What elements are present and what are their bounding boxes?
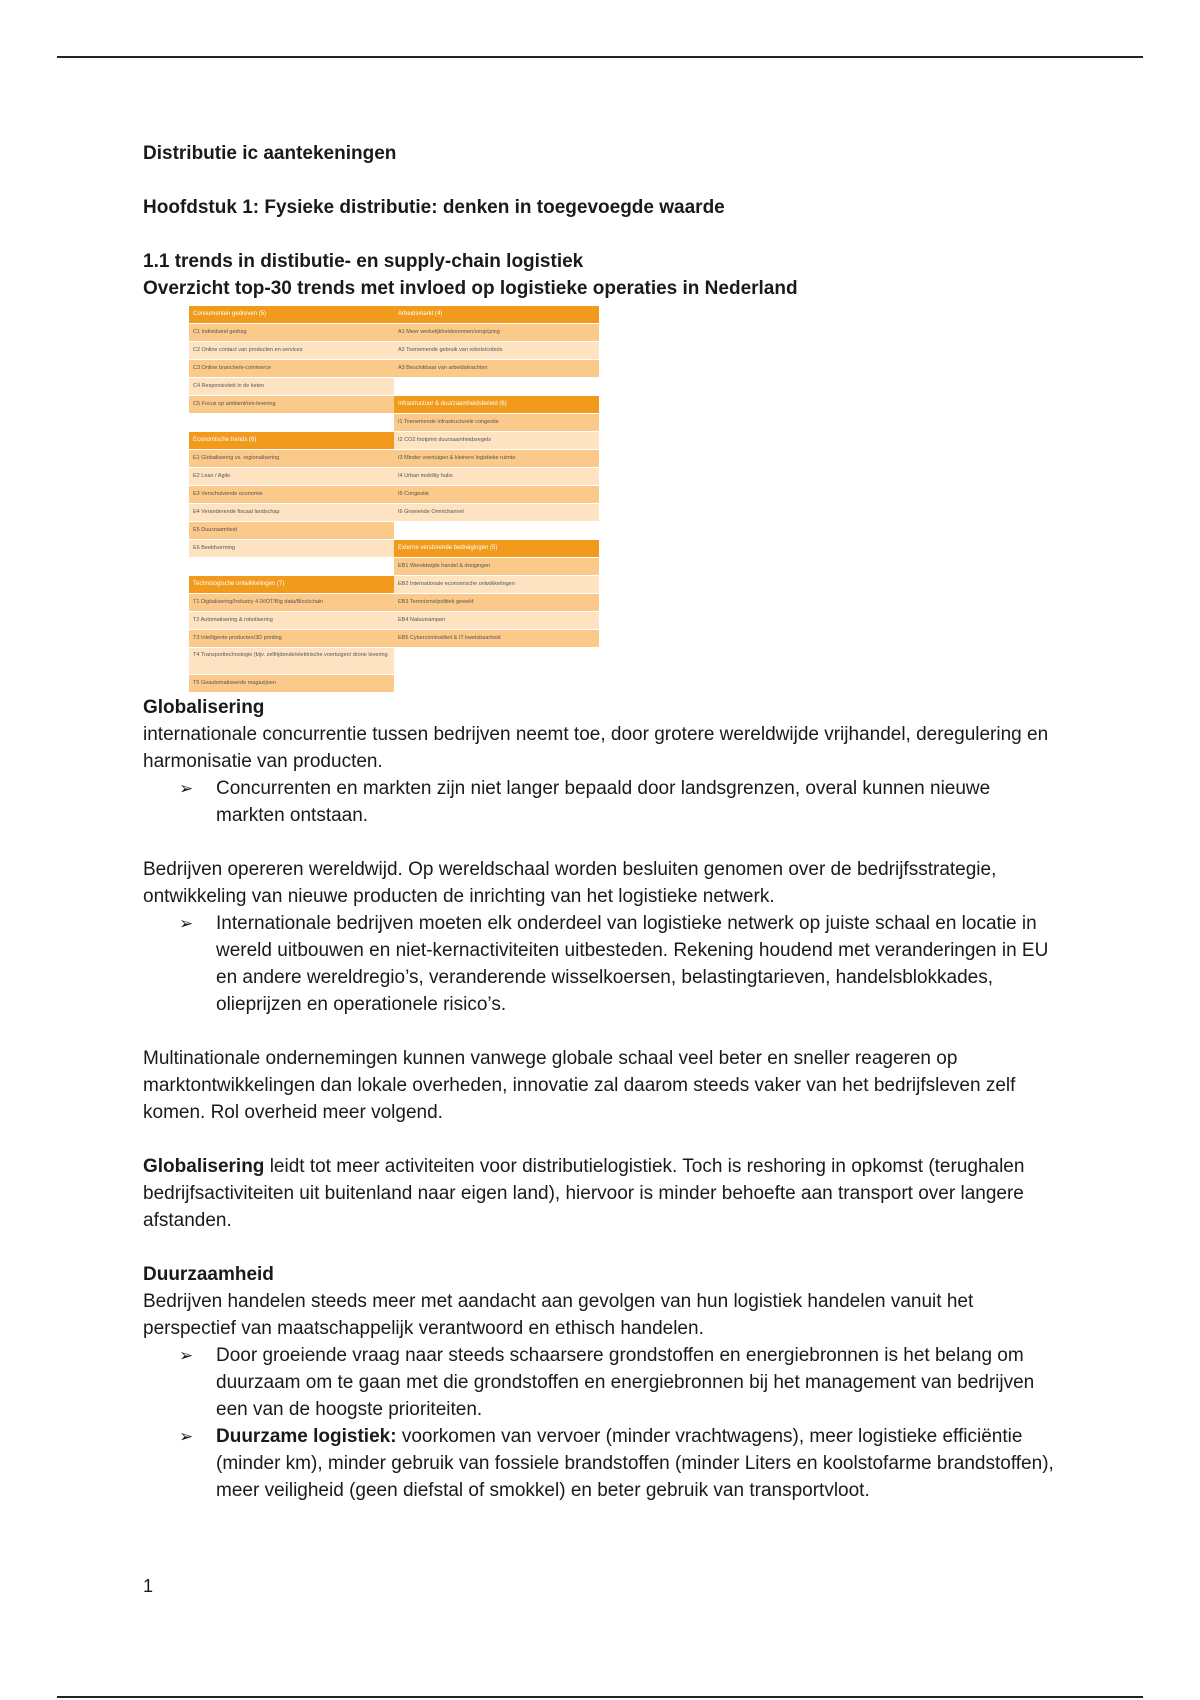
trend-item: C4 Responsiviteit in de keten [189,377,394,395]
globalisering-heading: Globalisering [143,697,265,718]
trend-item: E6 Beeldvorming [189,539,394,557]
trend-group [394,306,599,377]
trend-item: I4 Urban mobility hubs [394,467,599,485]
duurzaamheid-heading: Duurzaamheid [143,1264,274,1285]
paragraph-text: leidt tot meer activiteiten voor distributielogistiek. Toch is reshoring in opkomst (terughalen bedrijfsactiviteiten uit buitenland naar eigen land), hiervoor is minder behoefte aan transport over langere afstanden. [143,1156,1025,1231]
trend-item: I2 CO2 footprint duurzaamheidsregels [394,431,599,449]
trend-group-title: Economische trends (6) [189,432,394,449]
trend-item: EB1 Wereldwijde handel & dreigingen [394,557,599,575]
document-body [143,140,1063,1504]
trends-right-column [394,306,599,666]
page-number: 1 [143,1576,154,1596]
trend-item: EB2 Internationale economische ontwikkelingen [394,575,599,593]
globalisering-paragraph-3: Multinationale ondernemingen kunnen vanwege globale schaal veel beter en sneller reageren op marktontwikkelingen dan lokale overheden, innovatie zal daarom steeds vaker van het bedrijfsleven zelf komen. Rol overheid meer volgend. [143,1048,1016,1123]
arrow-bullet-icon: ➢ [179,914,194,933]
trend-group-title: Technologische ontwikkelingen (7) [189,576,394,593]
trend-group-title: Externe verstorende bedreigingen (5) [394,540,599,557]
globalisering-paragraph-4 [143,1153,1063,1234]
bullet-text: Concurrenten en markten zijn niet langer bepaald door landsgrenzen, overal kunnen nieuwe markten ontstaan. [216,778,991,826]
document-title: Distributie ic aantekeningen [143,143,397,164]
trend-group [189,432,394,557]
trend-item: I3 Minder voertuigen & kleinere logistieke ruimte [394,449,599,467]
trend-item: E5 Duurzaamheid [189,521,394,539]
trend-item: C3 Online branche/e-commerce [189,359,394,377]
bold-term: Globalisering [143,1156,265,1177]
chapter-heading: Hoofdstuk 1: Fysieke distributie: denken in toegevoegde waarde [143,197,725,218]
arrow-bullet-icon: ➢ [179,1346,194,1365]
bullet-text: Internationale bedrijven moeten elk onderdeel van logistieke netwerk op juiste schaal en locatie in wereld uitbouwen en niet-kernactiviteiten uitbesteden. Rekening houdend met veranderingen in EU en andere wereldregio’s, veranderende wisselkoersen, belastingtarieven, handelsblokkades, olieprijzen en operationele risico’s. [216,913,1049,1015]
globalisering-bullet-1 [143,775,1063,829]
trend-item: A1 Meer werkelijkheidsnormen/vergrijzing [394,323,599,341]
trend-group-title: Arbeidsmarkt (4) [394,306,599,323]
trend-item: I1 Toenemende infrastructurele congestie [394,413,599,431]
bullet-text: Door groeiende vraag naar steeds schaarsere grondstoffen en energiebronnen is het belang om duurzaam om te gaan met die grondstoffen en energiebronnen bij het management van bedrijven een van de hoogste prioriteiten. [216,1345,1035,1420]
subsection-heading: Overzicht top-30 trends met invloed op logistieke operaties in Nederland [143,278,798,299]
trends-left-column [189,306,394,711]
arrow-bullet-icon: ➢ [179,779,194,798]
trend-item: E1 Globalisering vs. regionalisering [189,449,394,467]
trend-item: T2 Automatisering & robotisering [189,611,394,629]
trend-item: T1 Digitalisering/Industry 4.0/IOT/Big data/Blockchain [189,593,394,611]
trend-item: C1 Individueel gedrag [189,323,394,341]
trend-item: EB4 Natuurrampen [394,611,599,629]
duurzaamheid-bullet-2 [143,1423,1063,1504]
trend-group [189,576,394,692]
footer-rule [57,1696,1143,1698]
trend-item: A3 Beschikbaar van arbeidskrachten [394,359,599,377]
trend-group-title: Consumenten gedreven (5) [189,306,394,323]
trend-group [394,396,599,521]
trend-item: EB3 Terrorisme/politiek geweld [394,593,599,611]
bold-term: Duurzame logistiek: [216,1426,397,1447]
trend-item: A2 Toenemende gebruik van robots/cobots [394,341,599,359]
trend-item: E4 Veranderende fiscaal landschap [189,503,394,521]
trend-item: C5 Focus op ambient/om-levering [189,395,394,413]
duurzaamheid-paragraph-1: Bedrijven handelen steeds meer met aandacht aan gevolgen van hun logistiek handelen vanuit het perspectief van maatschappelijk verantwoord en ethisch handelen. [143,1291,974,1339]
trend-item: T3 Intelligente producten/3D printing [189,629,394,647]
section-heading: 1.1 trends in distibutie- en supply-chain logistiek [143,251,584,272]
trend-group [189,306,394,413]
globalisering-paragraph-1: internationale concurrentie tussen bedrijven neemt toe, door grotere wereldwijde vrijhandel, deregulering en harmonisatie van producten. [143,724,1049,772]
trend-group [394,540,599,647]
trend-item: I5 Congestie [394,485,599,503]
trend-item: T4 Transporttechnologie (bijv. zelfrijdende/elektrische voertuigen/ drone levering [189,647,394,674]
trend-item: EB5 Cybercriminaliteit & IT kwetsbaarheid [394,629,599,647]
globalisering-paragraph-2: Bedrijven opereren wereldwijd. Op wereldschaal worden besluiten genomen over de bedrijfsstrategie, ontwikkeling van nieuwe producten de inrichting van het logistieke netwerk. [143,859,997,907]
bullet-text: voorkomen van vervoer (minder vrachtwagens), meer logistieke efficiëntie (minder km), minder gebruik van fossiele brandstoffen (minder Liters en koolstofarme brandstoffen), meer veiligheid (geen diefstal of smokkel) en beter gebruik van transportvloot. [216,1426,1054,1501]
trend-item: E3 Verschuivende economie [189,485,394,503]
trends-figure [189,306,609,694]
trend-item: E2 Lean / Agile [189,467,394,485]
duurzaamheid-bullet-1 [143,1342,1063,1423]
globalisering-bullet-2 [143,910,1063,1018]
trend-item: I6 Groeiende Omnichannel [394,503,599,521]
trend-group-title: Infrastructuur & duurzaamheidsbeleid (6) [394,396,599,413]
trend-item: C2 Online contact van producten en services [189,341,394,359]
header-rule [57,56,1143,58]
arrow-bullet-icon: ➢ [179,1427,194,1446]
trend-item: T5 Geautomatiseerde magazijnen [189,674,394,692]
